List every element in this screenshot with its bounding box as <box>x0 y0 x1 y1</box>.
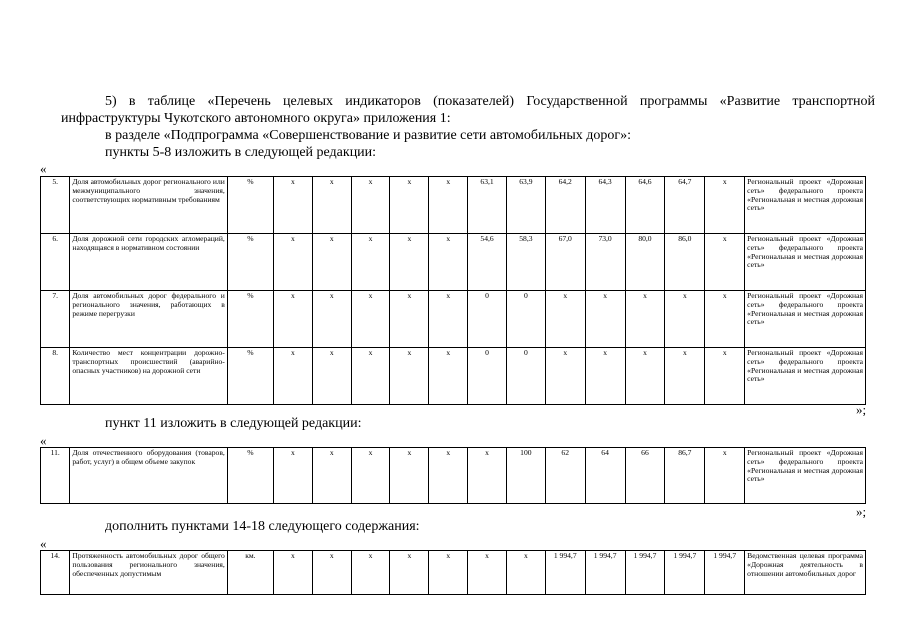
unit-cell: % <box>227 348 273 405</box>
value-cell: х <box>273 348 312 405</box>
value-cell: 66 <box>625 448 665 504</box>
value-cell: 80,0 <box>625 234 665 291</box>
intro-line-1: 5) в таблице «Перечень целевых индикаторов (показателей) Государственной программы «Развитие транспортной <box>105 94 875 109</box>
value-cell: х <box>429 177 468 234</box>
value-cell: х <box>390 448 429 504</box>
open-quote-3: « <box>40 536 47 551</box>
value-cell: 0 <box>468 348 507 405</box>
section-heading-items-14-18: дополнить пунктами 14-18 следующего содержания: <box>105 519 420 534</box>
value-cell: х <box>351 551 390 595</box>
value-cell: 86,7 <box>665 448 705 504</box>
value-cell: 54,6 <box>468 234 507 291</box>
value-cell: х <box>705 291 745 348</box>
table-row <box>41 291 866 348</box>
value-cell: 67,0 <box>545 234 585 291</box>
value-cell: х <box>312 291 351 348</box>
table-row <box>41 177 866 234</box>
value-cell: 63,9 <box>506 177 545 234</box>
indicators-table-2 <box>40 447 866 504</box>
value-cell: х <box>429 291 468 348</box>
value-cell: х <box>351 448 390 504</box>
value-cell: х <box>585 291 625 348</box>
value-cell: 1 994,7 <box>705 551 745 595</box>
row-number-cell: 14. <box>41 551 70 595</box>
value-cell: 63,1 <box>468 177 507 234</box>
value-cell: х <box>625 348 665 405</box>
value-cell: 1 994,7 <box>585 551 625 595</box>
value-cell: х <box>273 448 312 504</box>
source-program-cell: Региональный проект «Дорожная сеть» федерального проекта «Региональная и местная дорожная сеть» <box>745 234 866 291</box>
value-cell: 1 994,7 <box>625 551 665 595</box>
value-cell: 64 <box>585 448 625 504</box>
value-cell: х <box>312 551 351 595</box>
value-cell: х <box>705 448 745 504</box>
source-program-cell: Региональный проект «Дорожная сеть» федерального проекта «Региональная и местная дорожная сеть» <box>745 291 866 348</box>
value-cell: х <box>390 348 429 405</box>
table-row <box>41 348 866 405</box>
value-cell: х <box>705 348 745 405</box>
value-cell: х <box>585 348 625 405</box>
value-cell: х <box>351 291 390 348</box>
value-cell: 64,6 <box>625 177 665 234</box>
table-row <box>41 448 866 504</box>
table-row <box>41 234 866 291</box>
value-cell: х <box>390 551 429 595</box>
value-cell: х <box>468 448 507 504</box>
intro-line-4: пункты 5-8 изложить в следующей редакции: <box>105 145 377 160</box>
indicator-name-cell: Количество мест концентрации дорожно-транспортных происшествий (аварийно-опасных участников) на дорожной сети <box>70 348 227 405</box>
indicator-name-cell: Доля автомобильных дорог регионального или межмуниципального значения, соответствующих нормативным требованиям <box>70 177 227 234</box>
value-cell: х <box>468 551 507 595</box>
value-cell: х <box>705 234 745 291</box>
value-cell: 58,3 <box>506 234 545 291</box>
row-number-cell: 5. <box>41 177 70 234</box>
value-cell: 86,0 <box>665 234 705 291</box>
value-cell: 62 <box>545 448 585 504</box>
value-cell: 0 <box>506 348 545 405</box>
value-cell: 64,7 <box>665 177 705 234</box>
source-program-cell: Региональный проект «Дорожная сеть» федерального проекта «Региональная и местная дорожная сеть» <box>745 448 866 504</box>
indicators-table-3 <box>40 550 866 595</box>
row-number-cell: 7. <box>41 291 70 348</box>
source-program-cell: Ведомственная целевая программа «Дорожная деятельность в отношении автомобильных дорог <box>745 551 866 595</box>
indicator-name-cell: Доля автомобильных дорог федерального и регионального значения, работающих в режиме перегрузки <box>70 291 227 348</box>
indicator-name-cell: Доля дорожной сети городских агломераций, находящаяся в нормативном состоянии <box>70 234 227 291</box>
value-cell: х <box>273 551 312 595</box>
value-cell: 0 <box>506 291 545 348</box>
unit-cell: % <box>227 448 273 504</box>
value-cell: х <box>312 348 351 405</box>
value-cell: 100 <box>506 448 545 504</box>
value-cell: х <box>351 348 390 405</box>
intro-line-2: инфраструктуры Чукотского автономного округа» приложения 1: <box>61 111 451 126</box>
value-cell: х <box>312 234 351 291</box>
value-cell: х <box>351 177 390 234</box>
close-quote-2: »; <box>856 504 867 519</box>
source-program-cell: Региональный проект «Дорожная сеть» федерального проекта «Региональная и местная дорожная сеть» <box>745 348 866 405</box>
value-cell: 1 994,7 <box>665 551 705 595</box>
unit-cell: км. <box>227 551 273 595</box>
value-cell: х <box>312 177 351 234</box>
value-cell: х <box>390 234 429 291</box>
value-cell: 73,0 <box>585 234 625 291</box>
indicator-name-cell: Протяженность автомобильных дорог общего пользования регионального значения, обеспеченных допустимым <box>70 551 227 595</box>
value-cell: х <box>351 234 390 291</box>
value-cell: х <box>545 291 585 348</box>
row-number-cell: 11. <box>41 448 70 504</box>
indicators-table-1 <box>40 176 866 405</box>
row-number-cell: 8. <box>41 348 70 405</box>
table-row <box>41 551 866 595</box>
value-cell: х <box>665 348 705 405</box>
value-cell: 64,3 <box>585 177 625 234</box>
open-quote-2: « <box>40 433 47 448</box>
value-cell: х <box>390 177 429 234</box>
value-cell: х <box>429 348 468 405</box>
value-cell: х <box>429 551 468 595</box>
source-program-cell: Региональный проект «Дорожная сеть» федерального проекта «Региональная и местная дорожная сеть» <box>745 177 866 234</box>
unit-cell: % <box>227 177 273 234</box>
indicator-name-cell: Доля отечественного оборудования (товаров, работ, услуг) в общем объеме закупок <box>70 448 227 504</box>
unit-cell: % <box>227 234 273 291</box>
value-cell: х <box>273 234 312 291</box>
value-cell: х <box>429 448 468 504</box>
value-cell: 1 994,7 <box>545 551 585 595</box>
intro-line-3: в разделе «Подпрограмма «Совершенствование и развитие сети автомобильных дорог»: <box>105 128 632 143</box>
section-heading-item-11: пункт 11 изложить в следующей редакции: <box>105 416 362 431</box>
value-cell: х <box>506 551 545 595</box>
value-cell: х <box>273 291 312 348</box>
open-quote-1: « <box>40 161 47 176</box>
close-quote-1: »; <box>856 402 867 417</box>
value-cell: х <box>390 291 429 348</box>
value-cell: х <box>705 177 745 234</box>
value-cell: х <box>625 291 665 348</box>
value-cell: х <box>429 234 468 291</box>
value-cell: х <box>312 448 351 504</box>
unit-cell: % <box>227 291 273 348</box>
value-cell: 0 <box>468 291 507 348</box>
value-cell: х <box>273 177 312 234</box>
value-cell: х <box>665 291 705 348</box>
value-cell: х <box>545 348 585 405</box>
row-number-cell: 6. <box>41 234 70 291</box>
value-cell: 64,2 <box>545 177 585 234</box>
